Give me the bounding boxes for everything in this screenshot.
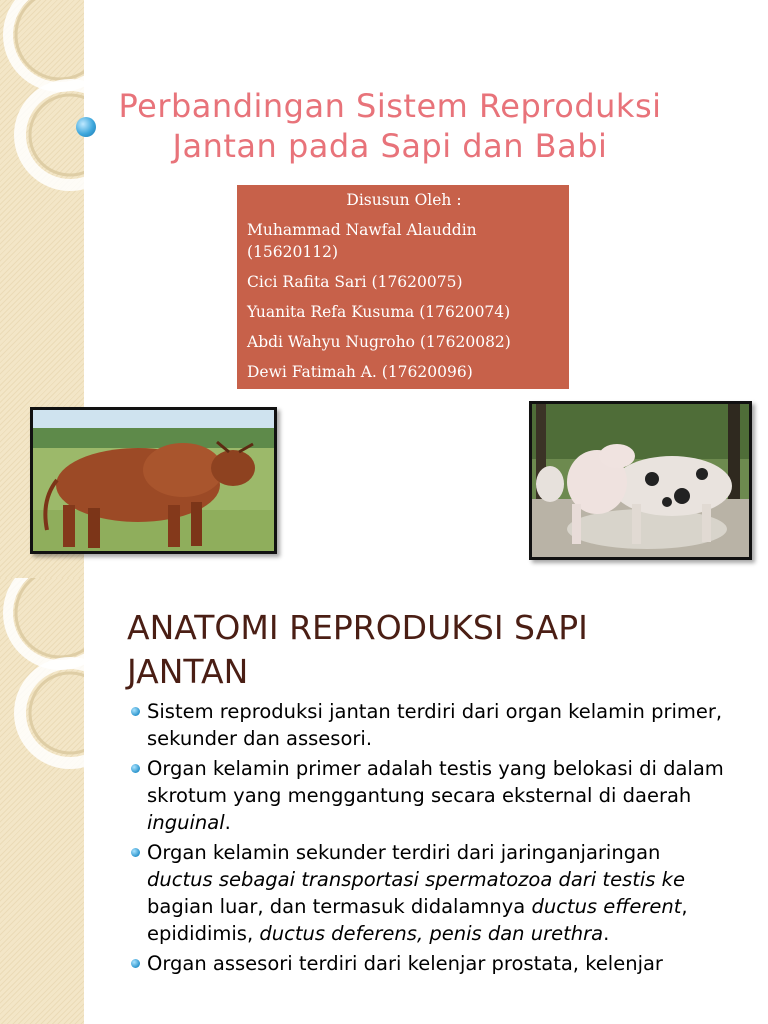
bullet-dot-icon <box>131 707 140 716</box>
bullet-list <box>131 698 751 977</box>
authors-box <box>237 185 569 389</box>
bullet-text: sekunder dan assesori. <box>147 727 373 750</box>
italic-term: ductus deferens, penis dan urethra <box>259 922 604 945</box>
bullet-dot-icon <box>131 848 140 857</box>
decorative-arcs <box>0 578 84 1024</box>
bullet-text: Sistem reproduksi jantan terdiri dari organ kelamin primer, <box>147 700 723 723</box>
bullet-text <box>147 809 751 836</box>
bullet-text: Organ kelamin sekunder terdiri dari jaringanjaringan <box>147 841 661 864</box>
bullet-item <box>131 698 751 752</box>
bullet-text: Organ assesori terdiri dari kelenjar prostata, kelenjar <box>147 952 663 975</box>
bullet-item <box>131 839 751 947</box>
pig-photo <box>529 401 752 560</box>
bullet-text-end: , <box>681 895 688 918</box>
bullet-text <box>147 866 751 893</box>
slide-anatomy <box>0 578 768 1024</box>
bullet-dot-icon <box>131 959 140 968</box>
bullet-text: Organ kelamin primer adalah testis yang belokasi di dalam <box>147 757 724 780</box>
author-line: Yuanita Refa Kusuma (17620074) <box>247 303 511 321</box>
bullet-text <box>147 920 751 947</box>
author-line: (15620112) <box>247 243 338 261</box>
presentation-title <box>70 86 710 166</box>
bullet-text: skrotum yang menggantung secara eksternal di daerah <box>147 784 692 807</box>
author-line: Cici Rafita Sari (17620075) <box>247 273 463 291</box>
bullet-text-start: epididimis, <box>147 922 260 945</box>
title-line-1: Perbandingan Sistem Reproduksi <box>118 87 662 125</box>
italic-term: ductus sebagai transportasi spermatozoa dari testis ke <box>147 868 685 891</box>
bullet-item <box>131 755 751 836</box>
bullet-item <box>131 950 751 977</box>
bullet-text-end: . <box>603 922 610 945</box>
heading-line-2: JANTAN <box>127 652 249 691</box>
bullet-text-end: . <box>224 811 231 834</box>
decorative-side-strip <box>0 578 84 1024</box>
heading-line-1: ANATOMI REPRODUKSI SAPI <box>127 608 588 647</box>
authors-header: Disusun Oleh : <box>346 191 462 209</box>
italic-term: inguinal <box>147 811 225 834</box>
bullet-dot-icon <box>131 764 140 773</box>
bullet-text <box>147 893 751 920</box>
author-line: Abdi Wahyu Nugroho (17620082) <box>247 333 511 351</box>
bullet-text-start: bagian luar, dan termasuk didalamnya <box>147 895 532 918</box>
slide-heading <box>127 606 727 694</box>
title-line-2: Jantan pada Sapi dan Babi <box>172 127 608 165</box>
author-line: Dewi Fatimah A. (17620096) <box>247 363 473 381</box>
italic-term: ductus efferent <box>531 895 682 918</box>
bull-photo <box>30 407 277 554</box>
author-line: Muhammad Nawfal Alauddin <box>247 221 477 239</box>
